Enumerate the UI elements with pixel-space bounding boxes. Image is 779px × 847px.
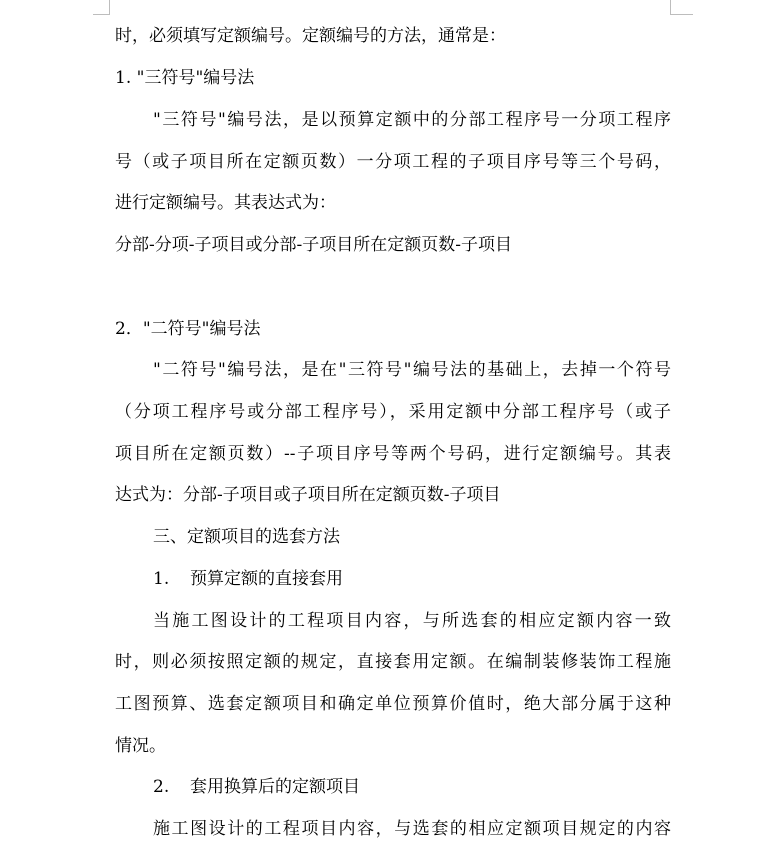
text-line: 当施工图设计的工程项目内容，与所选套的相应定额内容一致 [153,611,671,631]
text-line: 施工图设计的工程项目内容，与选套的相应定额项目规定的内容 [153,819,671,839]
text-line: "三符号"编号法，是以预算定额中的分部工程序号一分项工程序 [153,110,671,130]
text-line: 情况。 [115,736,166,756]
crop-mark-right [670,0,693,15]
text-line: 分部-分项-子项目或分部-子项目所在定额页数-子项目 [115,235,512,255]
section-heading-three-symbol: 1. "三符号"编号法 [115,68,255,88]
section-heading-two-symbol: 2．"二符号"编号法 [115,319,261,339]
text-line: 时，则必须按照定额的规定，直接套用定额。在编制装修装饰工程施 [115,652,671,672]
crop-mark-left [93,0,110,15]
text-line: 号（或子项目所在定额页数）一分项工程的子项目序号等三个号码， [115,152,671,172]
text-line: 工图预算、选套定额项目和确定单位预算价值时，绝大部分属于这种 [115,694,671,714]
text-line: （分项工程序号或分部工程序号），采用定额中分部工程序号（或子 [115,402,671,422]
text-line: 项目所在定额页数）--子项目序号等两个号码，进行定额编号。其表 [115,444,671,464]
list-item-direct-use: 预算定额的直接套用 [190,569,343,589]
text-line: 达式为：分部-子项目或子项目所在定额页数-子项目 [115,485,501,505]
text-line: 时，必须填写定额编号。定额编号的方法，通常是： [115,26,506,46]
list-number: 1. [153,569,170,589]
list-item-converted-use: 套用换算后的定额项目 [190,777,360,797]
list-number: 2. [153,777,170,797]
section-heading-selection-method: 三、定额项目的选套方法 [153,527,340,547]
text-line: "二符号"编号法，是在"三符号"编号法的基础上，去掉一个符号 [153,360,671,380]
text-line: 进行定额编号。其表达式为： [115,193,336,213]
